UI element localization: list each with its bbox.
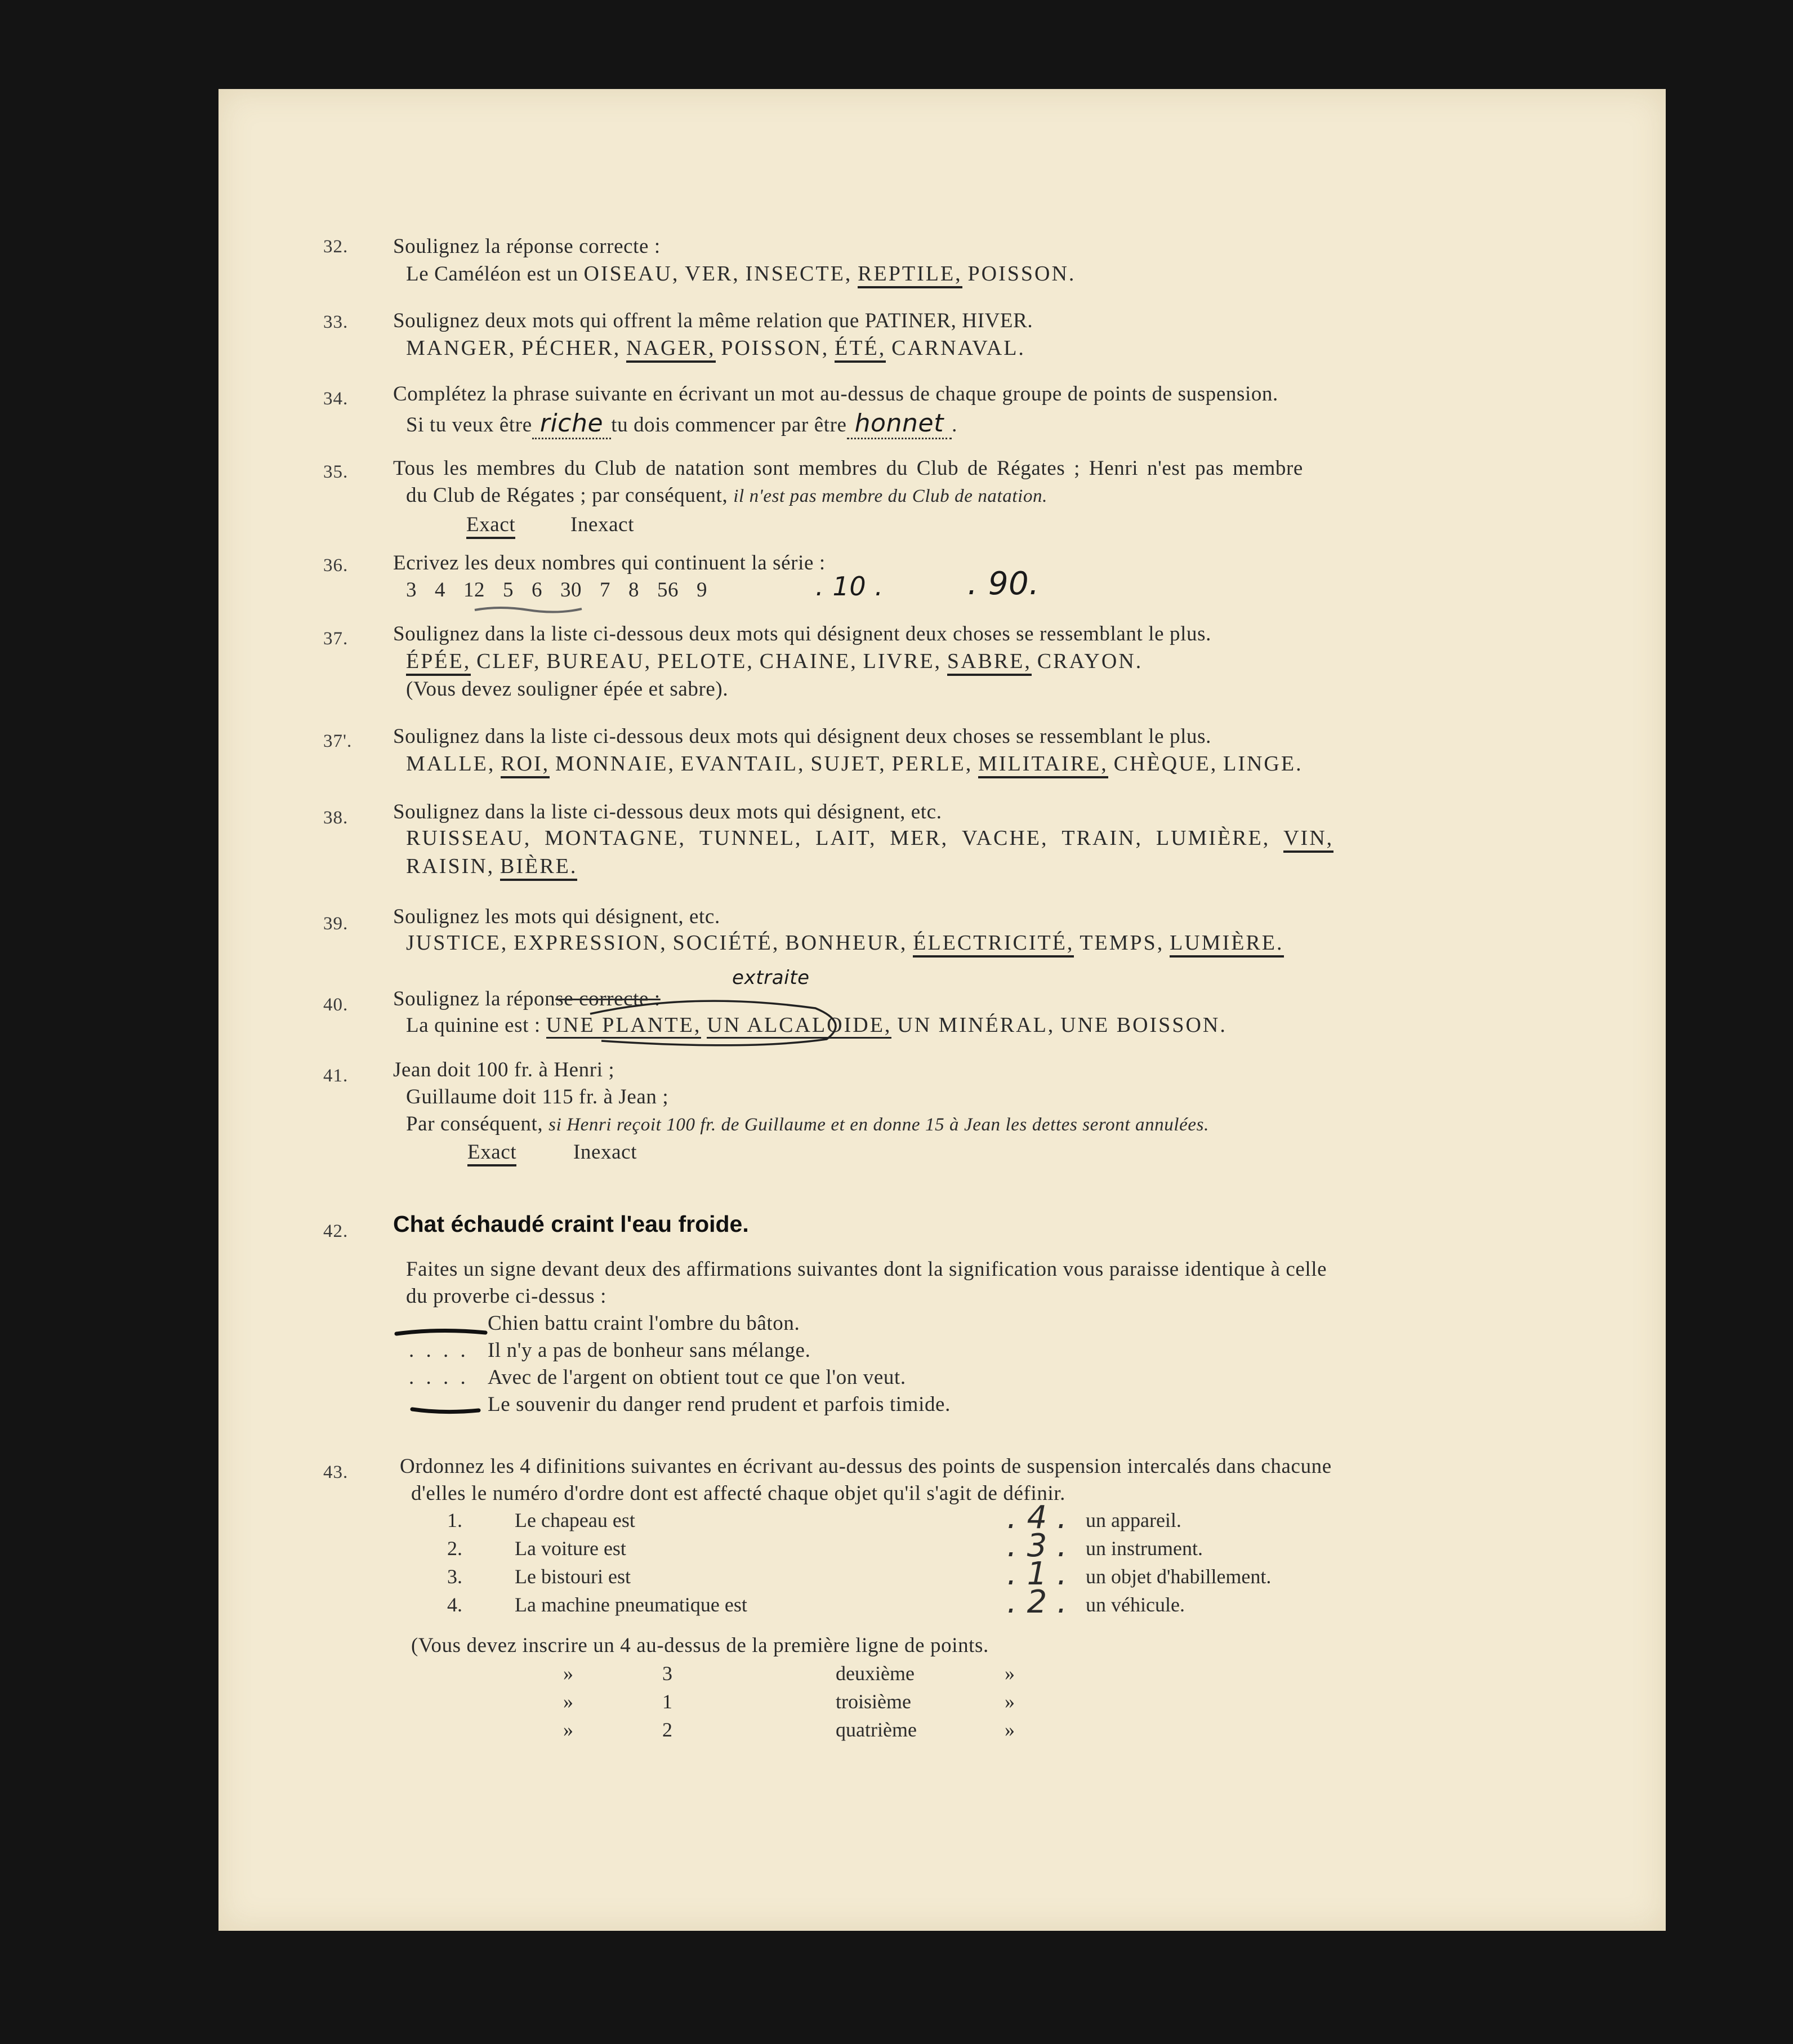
row-subject: La machine pneumatique est (515, 1593, 747, 1616)
option: VER, (685, 262, 740, 286)
hw-digit: 2 (1027, 1584, 1047, 1620)
option: JUSTICE, (406, 931, 509, 955)
series-number: 8 (628, 578, 640, 602)
ditto-mark: » (1005, 1718, 1015, 1741)
question-number: 37'. (323, 731, 353, 751)
handwritten-answer-1: . 10 . (815, 571, 884, 602)
handwritten-answer: riche (532, 409, 611, 439)
answer-line-2 (406, 854, 577, 879)
option-underlined: LUMIÈRE. (1170, 931, 1283, 958)
option: MANGER, (406, 336, 516, 360)
struck-text: se correcte : (555, 987, 661, 1010)
text: Soulignez la répon (393, 987, 556, 1010)
statement-3 (406, 1112, 1209, 1136)
italic-text: si Henri reçoit 100 fr. de Guillaume et en donne 15 à Jean les dettes seront annulées. (548, 1115, 1209, 1135)
option: RAISIN, (406, 854, 495, 878)
hw-10: 10 (832, 571, 867, 602)
option-underlined: NAGER, (626, 336, 715, 363)
option: CHAINE, (759, 649, 858, 673)
option-underlined: UN ALCALOIDE, (707, 1013, 891, 1039)
handwritten-check-dash (394, 1327, 490, 1338)
option: LUMIÈRE, (1156, 826, 1270, 850)
proverb-title: Chat échaudé craint l'eau froide. (393, 1211, 749, 1237)
option-underlined: ÉLECTRICITÉ, (913, 931, 1074, 958)
affirmation: Le souvenir du danger rend prudent et parfois timide. (488, 1393, 951, 1416)
statement-1: Jean doit 100 fr. à Henri ; (393, 1058, 615, 1081)
series-number: 9 (697, 578, 708, 602)
note: (Vous devez souligner épée et sabre). (406, 678, 729, 701)
instruction: Complétez la phrase suivante en écrivant un mot au-dessus de chaque groupe de points de suspension. (393, 382, 1278, 406)
statement-2: Guillaume doit 115 fr. à Jean ; (406, 1085, 669, 1108)
choice-exact-underlined (466, 513, 515, 537)
affirmation: Avec de l'argent on obtient tout ce que l'on veut. (488, 1366, 906, 1389)
note-word: deuxième (836, 1662, 915, 1685)
instruction: Soulignez la réponse correcte : (393, 235, 661, 258)
ditto-mark: » (563, 1690, 573, 1713)
handwritten-loop-circle (579, 997, 849, 1048)
series-number: 30 (560, 578, 582, 602)
option: RUISSEAU, (406, 826, 532, 850)
series-number: 7 (600, 578, 611, 602)
questionnaire-page (218, 89, 1666, 1931)
option: BONHEUR, (785, 931, 908, 955)
option: LINGE. (1223, 752, 1303, 776)
affirmation: Chien battu craint l'ombre du bâton. (488, 1312, 800, 1335)
note: (Vous devez inscrire un 4 au-dessus de la première ligne de points. (411, 1634, 989, 1657)
prefix: Le Caméléon est un (406, 262, 578, 286)
option: PELOTE, (657, 649, 754, 673)
option: LIVRE, (863, 649, 942, 673)
option: PÉCHER, (521, 336, 621, 360)
text: du Club de Régates ; par conséquent, (406, 484, 728, 507)
option: POISSON, (721, 336, 829, 360)
option: MONTAGNE, (545, 826, 686, 850)
option: POISSON. (967, 262, 1076, 286)
instruction: Soulignez dans la liste ci-dessous deux mots qui désignent deux choses se ressemblant le plus. (393, 725, 1211, 748)
question-number: 40. (323, 995, 349, 1015)
option: SUJET, (810, 752, 886, 776)
question-number: 36. (323, 555, 349, 576)
instruction-2: du proverbe ci-dessus : (406, 1285, 606, 1308)
option: EVANTAIL, (680, 752, 805, 776)
option-underlined: UNE PLANTE, (546, 1013, 702, 1039)
row-definition: un objet d'habillement. (1086, 1565, 1272, 1588)
note-word: quatrième (836, 1718, 917, 1741)
question-number: 39. (323, 914, 349, 934)
series-number: 12 (463, 578, 485, 602)
series-number: 3 (406, 578, 417, 602)
instruction-1: Faites un signe devant deux des affirmations suivantes dont la signification vous paraisse identique à celle (406, 1258, 1327, 1281)
ditto-mark: » (563, 1718, 573, 1741)
ditto-mark: » (1005, 1690, 1015, 1713)
hw-digit: 3 (1027, 1528, 1047, 1564)
option-underlined: SABRE, (947, 649, 1032, 676)
handwritten-order-number: . 2 . (1007, 1584, 1067, 1620)
option: CRAYON. (1037, 649, 1143, 673)
option-underlined: BIÈRE. (500, 854, 577, 881)
series-number: 4 (434, 578, 446, 602)
option: TEMPS, (1080, 931, 1165, 955)
dots: . . . . (409, 1339, 469, 1362)
choice-exact-underlined (467, 1140, 516, 1164)
answer-line (406, 261, 1076, 286)
option-underlined: REPTILE, (858, 262, 962, 288)
question-number: 37. (323, 629, 349, 649)
option: UNE BOISSON. (1060, 1013, 1227, 1037)
affirmation: Il n'y a pas de bonheur sans mélange. (488, 1339, 811, 1362)
instruction-2: d'elles le numéro d'ordre dont est affecté chaque objet qu'il s'agit de définir. (411, 1482, 1066, 1505)
note-word: troisième (836, 1690, 911, 1713)
note-number: 2 (662, 1718, 672, 1741)
question-number: 34. (323, 389, 349, 409)
handwritten-answer-2: . 90. (967, 565, 1040, 602)
number-series (406, 578, 707, 602)
option: EXPRESSION, (514, 931, 667, 955)
option-underlined: MILITAIRE, (978, 752, 1108, 778)
row-number: 4. (447, 1593, 462, 1616)
option: CARNAVAL. (891, 336, 1025, 360)
instruction: Ecrivez les deux nombres qui continuent la série : (393, 551, 826, 575)
italic-text: il n'est pas membre du Club de natation. (733, 486, 1047, 506)
answer-line-1 (406, 826, 1333, 850)
question-number: 32. (323, 237, 349, 257)
text: Si tu veux être (406, 413, 532, 437)
question-number: 42. (323, 1221, 349, 1241)
instruction-1: Ordonnez les 4 difinitions suivantes en écrivant au-dessus des points de suspension intercalés dans chacune (400, 1455, 1332, 1478)
option: LAIT, (815, 826, 877, 850)
option: MALLE, (406, 752, 496, 776)
question-number: 35. (323, 462, 349, 482)
statement: Tous les membres du Club de natation sont membres du Club de Régates ; Henri n'est pas membre (393, 457, 1303, 480)
option: MONNAIE, (555, 752, 675, 776)
row-number: 1. (447, 1509, 462, 1531)
hw-digit: 4 (1027, 1499, 1047, 1536)
row-definition: un véhicule. (1086, 1593, 1185, 1616)
answer-line (406, 336, 1025, 360)
option: MER, (890, 826, 949, 850)
option: PERLE, (891, 752, 973, 776)
option: OISEAU, (583, 262, 680, 286)
row-definition: un appareil. (1086, 1509, 1181, 1531)
answer-line (406, 751, 1303, 776)
option: CLEF, (476, 649, 541, 673)
note-number: 3 (662, 1662, 672, 1685)
hw-90: 90 (988, 565, 1029, 602)
option: BUREAU, (546, 649, 652, 673)
instruction: Soulignez deux mots qui offrent la même relation que PATINER, HIVER. (393, 309, 1033, 332)
pencil-scribble-mark (472, 604, 585, 616)
handwritten-answer: honnet (847, 409, 952, 439)
ditto-mark: » (1005, 1662, 1015, 1685)
series-number: 56 (657, 578, 679, 602)
instruction: Soulignez les mots qui désignent, etc. (393, 905, 720, 928)
option-underlined: ÉTÉ, (835, 336, 886, 363)
text: tu dois commencer par être (611, 413, 847, 437)
option-underlined: ROI, (501, 752, 550, 778)
handwritten-check-dash (410, 1405, 483, 1416)
option: CHÈQUE, (1113, 752, 1218, 776)
note-number: 1 (662, 1690, 672, 1713)
exact: Exact (466, 513, 515, 539)
row-number: 3. (447, 1565, 462, 1588)
question-number: 43. (323, 1462, 349, 1482)
answer-line (406, 649, 1143, 674)
series-number: 5 (503, 578, 514, 602)
answer-line (406, 930, 1284, 955)
option-underlined: VIN, (1283, 826, 1333, 853)
question-number: 38. (323, 808, 349, 828)
question-number: 41. (323, 1066, 349, 1086)
text: . (952, 413, 957, 437)
option-underlined: ÉPÉE, (406, 649, 471, 676)
row-subject: La voiture est (515, 1537, 626, 1560)
handwritten-order-number: . 4 . (1007, 1499, 1067, 1536)
handwritten-order-number: . 3 . (1007, 1528, 1067, 1564)
ditto-mark: » (563, 1662, 573, 1685)
handwritten-order-number: . 1 . (1007, 1556, 1067, 1592)
exact: Exact (467, 1141, 516, 1166)
instruction: Soulignez dans la liste ci-dessous deux mots qui désignent deux choses se ressemblant le plus. (393, 622, 1211, 645)
series-number: 6 (531, 578, 543, 602)
statement-cont (406, 483, 1047, 507)
choice-inexact: Inexact (573, 1141, 637, 1164)
option: TUNNEL, (699, 826, 802, 850)
row-subject: Le bistouri est (515, 1565, 631, 1588)
row-subject: Le chapeau est (515, 1509, 635, 1531)
answer-line (406, 409, 957, 438)
row-definition: un instrument. (1086, 1537, 1203, 1560)
row-number: 2. (447, 1537, 462, 1560)
prefix: La quinine est : (406, 1014, 541, 1037)
question-number: 33. (323, 312, 349, 332)
option: TRAIN, (1061, 826, 1143, 850)
option: VACHE, (962, 826, 1049, 850)
hw-digit: 1 (1027, 1556, 1047, 1592)
option: UN MINÉRAL, (897, 1013, 1055, 1037)
text: Par conséquent, (406, 1112, 543, 1135)
instruction: Soulignez dans la liste ci-dessous deux mots qui désignent, etc. (393, 800, 942, 823)
dots: . . . . (409, 1366, 469, 1389)
option: INSECTE, (745, 262, 853, 286)
choice-inexact: Inexact (570, 513, 635, 536)
handwritten-correction: extraite (732, 967, 810, 989)
option: SOCIÉTÉ, (672, 931, 780, 955)
